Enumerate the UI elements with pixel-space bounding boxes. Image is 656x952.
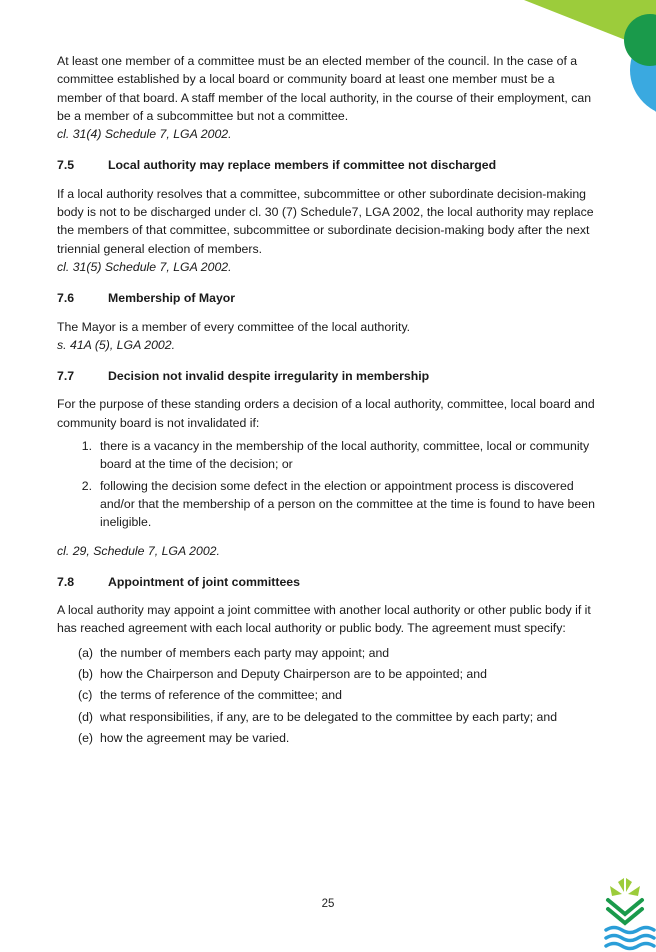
list-marker: (d) [78, 709, 94, 724]
list-marker: 2. [81, 478, 92, 493]
council-logo-icon [598, 878, 656, 952]
section-title: Decision not invalid despite irregularity in membership [108, 369, 430, 384]
document-body [57, 52, 597, 750]
section-title: Appointment of joint committees [108, 574, 300, 589]
section-title: Local authority may replace members if committee not discharged [108, 158, 497, 173]
section-number: 7.6 [57, 291, 75, 306]
list-item [57, 437, 597, 474]
list-item-text: how the Chairperson and Deputy Chairperson are to be appointed; and [100, 667, 487, 682]
page-number: 25 [321, 898, 335, 910]
section-7-6-citation: s. 41A (5), LGA 2002. [57, 337, 176, 352]
list-item [57, 708, 597, 726]
section-7-6-paragraph: The Mayor is a member of every committee of the local authority. [57, 319, 411, 334]
section-7-8-paragraph: A local authority may appoint a joint committee with another local authority or other public body if it has reached agreement with each local authority or public body. The agreement must specify: [57, 603, 591, 636]
lettered-list [57, 644, 597, 747]
numbered-list [57, 437, 597, 531]
list-item [57, 477, 597, 532]
section-title: Membership of Mayor [108, 291, 236, 306]
list-item-text: the terms of reference of the committee; and [100, 688, 342, 703]
section-7-7-paragraph: For the purpose of these standing orders a decision of a local authority, committee, local board and community board is not invalidated if: [57, 397, 595, 430]
section-number: 7.7 [57, 369, 75, 384]
list-marker: (c) [78, 688, 93, 703]
list-item [57, 686, 597, 704]
section-heading-7-6 [57, 289, 597, 307]
intro-citation: cl. 31(4) Schedule 7, LGA 2002. [57, 127, 232, 142]
section-7-5-paragraph: If a local authority resolves that a committee, subcommittee or other subordinate decision-making body is not to be discharged under cl. 30 (7) Schedule7, LGA 2002, the local authority may replace the members of that committee, subcommittee or subordinate decision-making body after the next triennial general election of members. [57, 186, 594, 256]
list-item-text: what responsibilities, if any, are to be delegated to the committee by each party; and [100, 709, 558, 724]
list-marker: (e) [78, 730, 94, 745]
list-item-text: following the decision some defect in the election or appointment process is discovered and/or that the membership of a person on the committee at the time is found to have been ineligible. [100, 478, 595, 530]
list-marker: 1. [81, 439, 92, 454]
list-item [57, 729, 597, 747]
section-heading-7-8 [57, 573, 597, 591]
list-item-text: how the agreement may be varied. [100, 730, 290, 745]
section-7-5-citation: cl. 31(5) Schedule 7, LGA 2002. [57, 259, 232, 274]
intro-paragraph: At least one member of a committee must be an elected member of the council. In the case of a committee established by a local board or community board at least one member must be a member of that board. A staff member of the local authority, in the course of their employment, can be a member of a subcommittee but not a committee. [57, 54, 592, 123]
list-marker: (b) [78, 667, 94, 682]
section-number: 7.5 [57, 158, 75, 173]
list-item [57, 665, 597, 683]
section-heading-7-5 [57, 156, 597, 174]
section-heading-7-7 [57, 367, 597, 385]
list-item [57, 644, 597, 662]
list-item-text: the number of members each party may appoint; and [100, 645, 390, 660]
list-marker: (a) [78, 645, 94, 660]
list-item-text: there is a vacancy in the membership of the local authority, committee, local or community board at the time of the decision; or [100, 439, 590, 472]
section-7-7-citation: cl. 29, Schedule 7, LGA 2002. [57, 543, 220, 558]
section-number: 7.8 [57, 574, 75, 589]
